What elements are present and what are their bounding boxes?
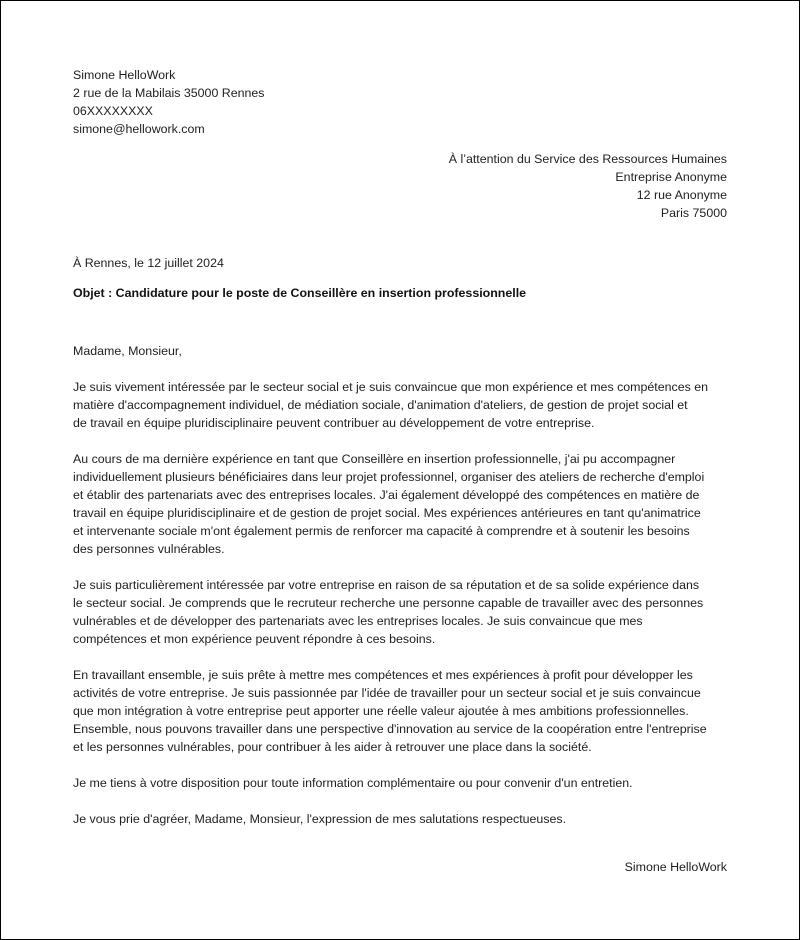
- letter-body: [73, 342, 729, 846]
- recipient-company: Entreprise Anonyme: [615, 170, 727, 184]
- date-line: À Rennes, le 12 juillet 2024: [73, 256, 224, 270]
- paragraph-line: individuellement plusieurs bénéficiaires dans leur projet professionnel, organiser des ateliers de recherche d'emploi: [73, 470, 705, 484]
- recipient-attention: À l’attention du Service des Ressources Humaines: [448, 152, 727, 166]
- sender-name: Simone HelloWork: [73, 68, 176, 82]
- closing-paragraph: [73, 810, 729, 828]
- paragraph-line: compétences et mon expérience peuvent répondre à ces besoins.: [73, 632, 436, 646]
- paragraph-line: vulnérables et de développer des partenariats avec les entreprises locales. Je suis convaincue que mes: [73, 614, 643, 628]
- paragraph-4: [73, 666, 729, 756]
- paragraph-line: Je suis vivement intéressée par le secteur social et je suis convaincue que mon expérience et mes compétences en: [73, 380, 709, 394]
- paragraph-5: [73, 774, 729, 792]
- paragraph-line: des personnes vulnérables.: [73, 542, 225, 556]
- sender-phone: 06XXXXXXXX: [73, 104, 153, 118]
- paragraph-line: de travail en équipe pluridisciplinaire peuvent contribuer au développement de votre entreprise.: [73, 416, 595, 430]
- paragraph-line: et intervenante sociale m'ont également permis de renforcer ma capacité à comprendre et à soutenir les besoins: [73, 524, 690, 538]
- paragraph-line: et les personnes vulnérables, pour contribuer à les aider à retrouver une place dans la société.: [73, 740, 592, 754]
- recipient-block: [449, 150, 727, 222]
- salutation: Madame, Monsieur,: [73, 344, 182, 358]
- paragraph-line: Au cours de ma dernière expérience en tant que Conseillère en insertion professionnelle, j'ai pu accompagner: [73, 452, 676, 466]
- sender-block: [73, 66, 265, 138]
- recipient-city: Paris 75000: [660, 206, 727, 220]
- paragraph-3: [73, 576, 729, 648]
- sender-address: 2 rue de la Mabilais 35000 Rennes: [73, 86, 265, 100]
- paragraph-2: [73, 450, 729, 558]
- paragraph-line: activités de votre entreprise. Je suis passionnée par l'idée de travailler pour un secteur social et je suis convaincue: [73, 686, 701, 700]
- paragraph-line: que mon intégration à votre entreprise peut apporter une réelle valeur ajoutée à mes ambitions professionnelles.: [73, 704, 689, 718]
- recipient-street: 12 rue Anonyme: [636, 188, 727, 202]
- paragraph-line: Je vous prie d'agréer, Madame, Monsieur, l'expression de mes salutations respectueuses.: [73, 812, 567, 826]
- paragraph-line: travail en équipe pluridisciplinaire et de gestion de projet social. Mes expériences antérieures en tant qu'animatrice: [73, 506, 701, 520]
- paragraph-line: Je me tiens à votre disposition pour toute information complémentaire ou pour convenir d'un entretien.: [73, 776, 633, 790]
- sender-email: simone@hellowork.com: [73, 122, 205, 136]
- paragraph-line: le secteur social. Je comprends que le recruteur recherche une personne capable de travailler avec des personnes: [73, 596, 704, 610]
- paragraph-line: Ensemble, nous pouvons travailler dans une perspective d'innovation au service de la coopération entre l'entreprise: [73, 722, 707, 736]
- paragraph-line: matière d'accompagnement individuel, de médiation sociale, d'animation d'ateliers, de gestion de projet social et: [73, 398, 688, 412]
- paragraph-line: Je suis particulièrement intéressée par votre entreprise en raison de sa réputation et de sa solide expérience dans: [73, 578, 700, 592]
- paragraph-1: [73, 378, 729, 432]
- subject-line: Objet : Candidature pour le poste de Conseillère en insertion professionnelle: [73, 286, 527, 300]
- paragraph-line: En travaillant ensemble, je suis prête à mettre mes compétences et mes expériences à profit pour développer les: [73, 668, 693, 682]
- signature: Simone HelloWork: [624, 860, 727, 874]
- paragraph-line: et établir des partenariats avec des entreprises locales. J'ai également développé des compétences en matière de: [73, 488, 700, 502]
